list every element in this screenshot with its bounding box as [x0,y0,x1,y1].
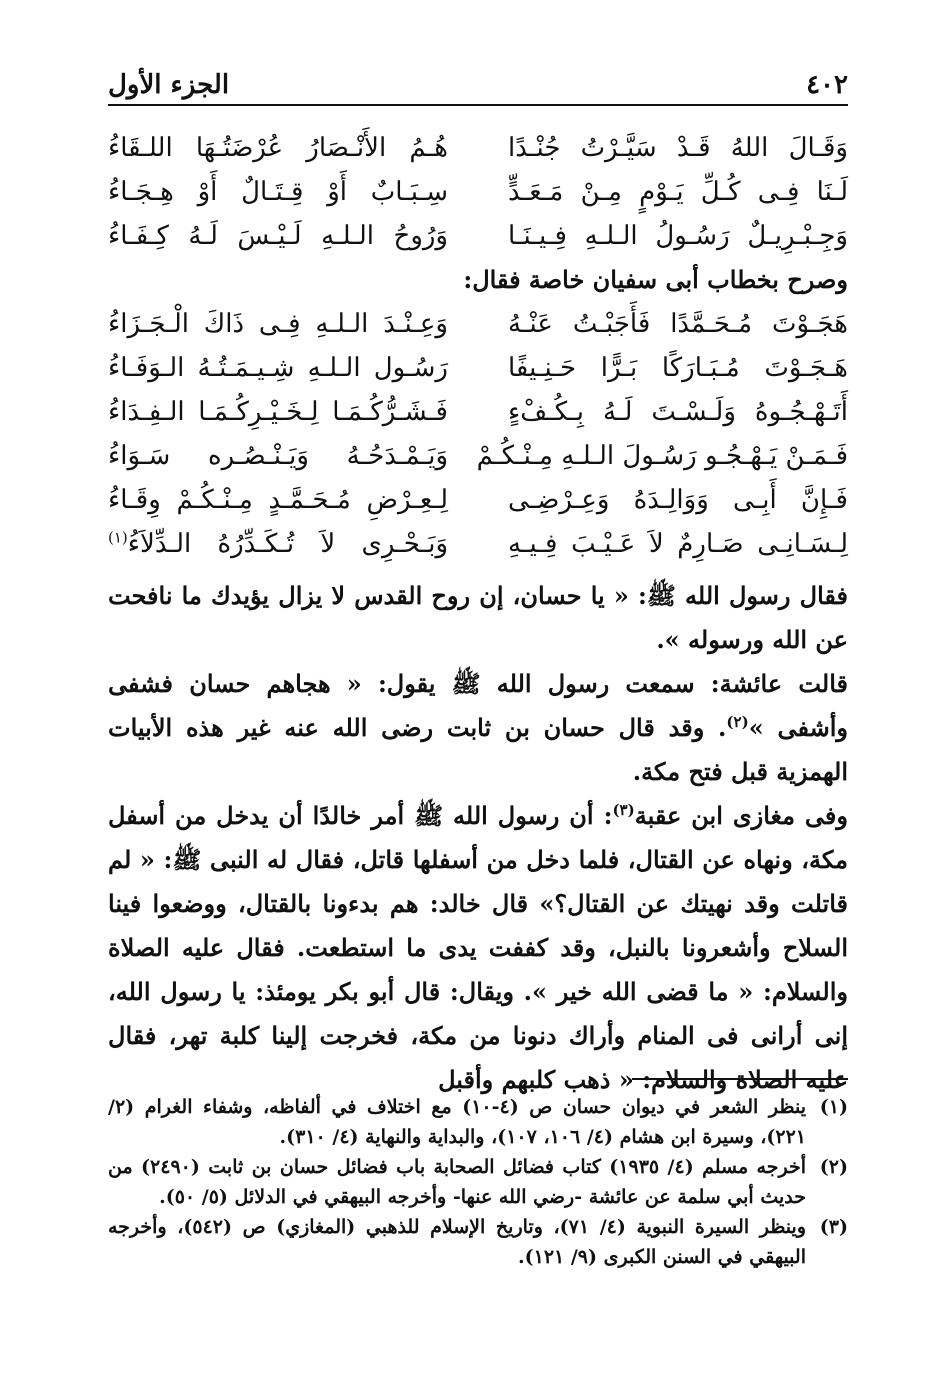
verse-row [108,434,848,478]
verse-second-hemistich: سِـبَـابٌ أَوْ قِـتَـالٌ أَوْ هِـجَـاءُ [108,177,448,207]
verse-row [108,390,848,434]
footnote-text: أخرجه مسلم (٤/ ١٩٣٥) كتاب فضائل الصحابة باب فضائل حسان بن ثابت (٢٤٩٠) من حديث أبي سلمة عن عائشة -رضي الله عنها- وأخرجه البيهقي في الدلائل (٥/ ٥٠). [108,1156,806,1208]
footnote-marker: (٣) [612,801,635,819]
header-divider [108,104,848,106]
verse-second-hemistich: هُـمُ الأَنْـصَارُ عُرْضَتُـهَا اللـقَاءُ [108,133,448,163]
footnote-number: (١) [819,1096,848,1118]
footnote-divider [632,1078,848,1080]
verse-second-hemistich: وَيَـمْـدَحُـهُ وَيَـنْـصُـره سَـوَاءُ [108,441,448,471]
volume-title: الجزء الأول [108,70,230,100]
footnote-text: ينظر الشعر في ديوان حسان ص (٤-١٠) مع اختلاف في ألفاظه، وشفاء الغرام (٢/ ٢٢١)، وسيرة ابن هشام (٤/ ١٠٦، ١٠٧)، والبداية والنهاية (٤/ ٣١٠). [108,1096,806,1148]
footnotes [108,1092,848,1272]
footnote-number: (٣) [819,1216,848,1238]
verse-text: وَبَـحْـرِى لاَ تُـكَـدِّرُهُ الـدِّلاَءُ [127,529,448,559]
intro-line: وصرح بخطاب أبى سفيان خاصة فقال: [463,265,848,294]
verse-row [108,346,848,390]
paragraph: فقال رسول الله ﷺ: « يا حسان، إن روح القدس لا يزال يؤيدك ما نافحت عن الله ورسوله ». [108,581,848,654]
footnote-text: وينظر السيرة النبوية (٤/ ٧١)، وتاريخ الإسلام للذهبي (المغازي) ص (٥٤٢)، وأخرجه البيهقي في السنن الكبرى (٩/ ١٢١). [108,1216,807,1268]
verse-second-hemistich: وَرُوحُ الـلـهِ لَـيْـسَ لَـهُ كِـفَـاءُ [108,221,448,251]
verse-second-hemistich: فَـشَـرُّكُـمَـا لِـخَـيْـرِكُـمَـا الـفِـدَاءُ [108,397,448,427]
paragraph [108,662,848,794]
verse-first-hemistich: فَـمَـنْ يَـهْـجُـو رَسُـولَ الـلـهِ مِـنْـكُـمْ [476,441,848,471]
verse-first-hemistich: وَجِـبْـرِيـلٌ رَسُـولُ الـلـهِ فِـيـنَـا [508,221,848,251]
verse-first-hemistich: هَجَـوْتَ مُـحَـمَّدًا فَأَجَبْـتُ عَنْـهُ [508,309,848,339]
verse-first-hemistich: أَتَـهْـجُـوهُ وَلَـسْـتَ لَـهُ بِـكُـفْءٍ [508,397,848,427]
main-text [108,574,848,1102]
verse-second-hemistich [108,529,448,559]
page-number: ٤٠٢ [806,70,848,100]
paragraph [108,794,848,1102]
poem-block [108,126,848,566]
paragraph-text: وفى مغازى ابن عقبة [634,801,848,830]
footnote [108,1092,848,1152]
running-head [108,58,848,100]
verse-first-hemistich: لَـنَا فِـى كُـلِّ يَـوْمٍ مِـنْ مَـعَـدٍّ [508,177,848,207]
footnote-marker: (١) [108,528,128,547]
verse-row [108,214,848,258]
verse-row [108,522,848,566]
verse-second-hemistich: رَسُـول الـلـهِ شِـيـمَـتُـهُ الـوَفَـاءُ [108,353,448,383]
verse-second-hemistich: لِـعِـرْضِ مُـحَـمَّـدٍ مِـنْـكُـمْ وِقَـاءُ [108,485,448,515]
verse-second-hemistich: وَعِـنْـدَ الـلـهِ فِـى ذَاكَ الْـجَـزَاءُ [108,309,448,339]
verse-row [108,126,848,170]
verse-first-hemistich: وَقَـالَ اللهُ قَـدْ سَيَّـرْتُ جُنْـدًا [508,133,848,163]
verse-first-hemistich: لِـسَـانِـى صَـارِمٌ لاَ عَـيْـبَ فِـيـهِ [508,529,848,559]
footnote [108,1152,848,1212]
footnote-marker: (٢) [726,713,749,731]
verse-row [108,170,848,214]
paragraph-text: قالت عائشة: سمعت رسول الله ﷺ يقول: « هجاهم حسان فشفى وأشفى » [108,669,848,742]
paragraph-text: : أن رسول الله ﷺ أمر خالدًا أن يدخل من أسفل مكة، ونهاه عن القتال، فلما دخل من أسفلها قاتل، فقال له النبى ﷺ: « لم قاتلت وقد نهيتك عن القتال؟» قال خالد: هم بدءونا بالقتال، ووضعوا فينا السلاح وأشعرونا بالنبل، وقد كففت يدى ما استطعت. فقال عليه الصلاة والسلام: « ما قضى الله خير ». ويقال: قال أبو بكر يومئذ: يا رسول الله، إنى أرانى فى المنام وأراك دنونا من مكة، فخرجت إلينا كلبة تهر، فقال عليه الصلاة والسلام: « ذهب كلبهم وأقبل [108,801,848,1094]
footnote-number: (٢) [819,1156,848,1178]
footnote [108,1212,848,1272]
verse-row [108,478,848,522]
verse-first-hemistich: فَـإِنَّ أَبِـى وَوَالِـدَهُ وَعِـرْضِـى [508,485,848,515]
paragraph-text: . وقد قال حسان بن ثابت رضى الله عنه غير هذه الأبيات الهمزية قبل فتح مكة. [108,713,848,786]
verse-first-hemistich: هَـجَـوْتَ مُـبَـارَكًا بَـرًّا حَـنِـيفًا [508,353,848,383]
verse-row [108,302,848,346]
